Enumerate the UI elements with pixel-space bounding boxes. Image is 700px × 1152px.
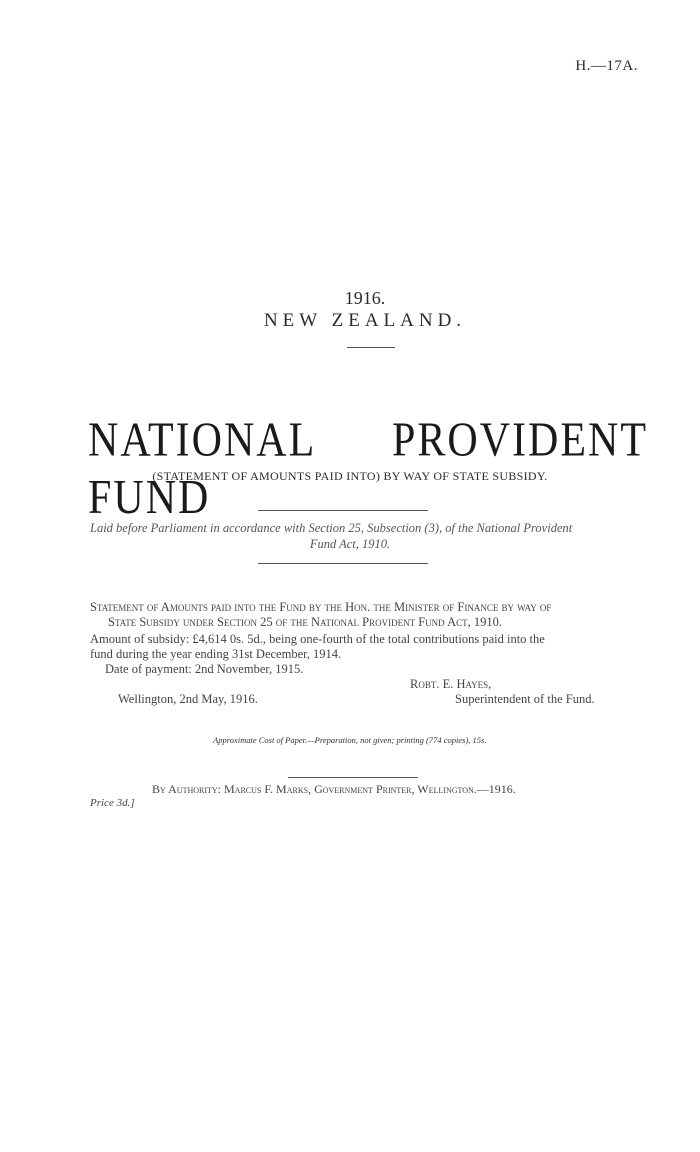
paper-code: H.—17A.: [575, 58, 638, 74]
divider-lower: [258, 563, 428, 564]
statement-heading-line2: State Subsidy under Section 25 of the National Provident Fund Act, 1910.: [108, 615, 503, 629]
laid-before-line1: Laid before Parliament in accordance with Section 25, Subsection (3), of the National Provident: [90, 521, 573, 535]
country: NEW ZEALAND.: [263, 310, 467, 331]
place-date: Wellington, 2nd May, 1916.: [118, 692, 258, 706]
authority-divider: [288, 777, 418, 778]
cost-note: Approximate Cost of Paper.—Preparation, not given; printing (774 copies), 15s.: [213, 735, 487, 745]
laid-before-line2: Fund Act, 1910.: [309, 537, 391, 551]
short-divider: [347, 347, 395, 348]
amount-line1: Amount of subsidy: £4,614 0s. 5d., being one-fourth of the total contributions paid into the: [90, 632, 545, 646]
authority-line: By Authority: Marcus F. Marks, Government Printer, Wellington.—1916.: [152, 782, 516, 796]
signatory-name: Robt. E. Hayes,: [410, 677, 492, 691]
amount-line2: fund during the year ending 31st December, 1914.: [90, 647, 342, 661]
divider-upper: [258, 510, 428, 511]
year: 1916.: [344, 288, 386, 308]
price: Price 3d.]: [90, 797, 135, 809]
signatory-title: Superintendent of the Fund.: [455, 692, 595, 706]
main-title: NATIONAL PROVIDENT FUND: [88, 414, 648, 525]
payment-date: Date of payment: 2nd November, 1915.: [105, 662, 304, 676]
statement-heading-line1: Statement of Amounts paid into the Fund by the Hon. the Minister of Finance by way of: [90, 600, 552, 614]
subtitle: (STATEMENT OF AMOUNTS PAID INTO) BY WAY OF STATE SUBSIDY.: [152, 469, 548, 483]
